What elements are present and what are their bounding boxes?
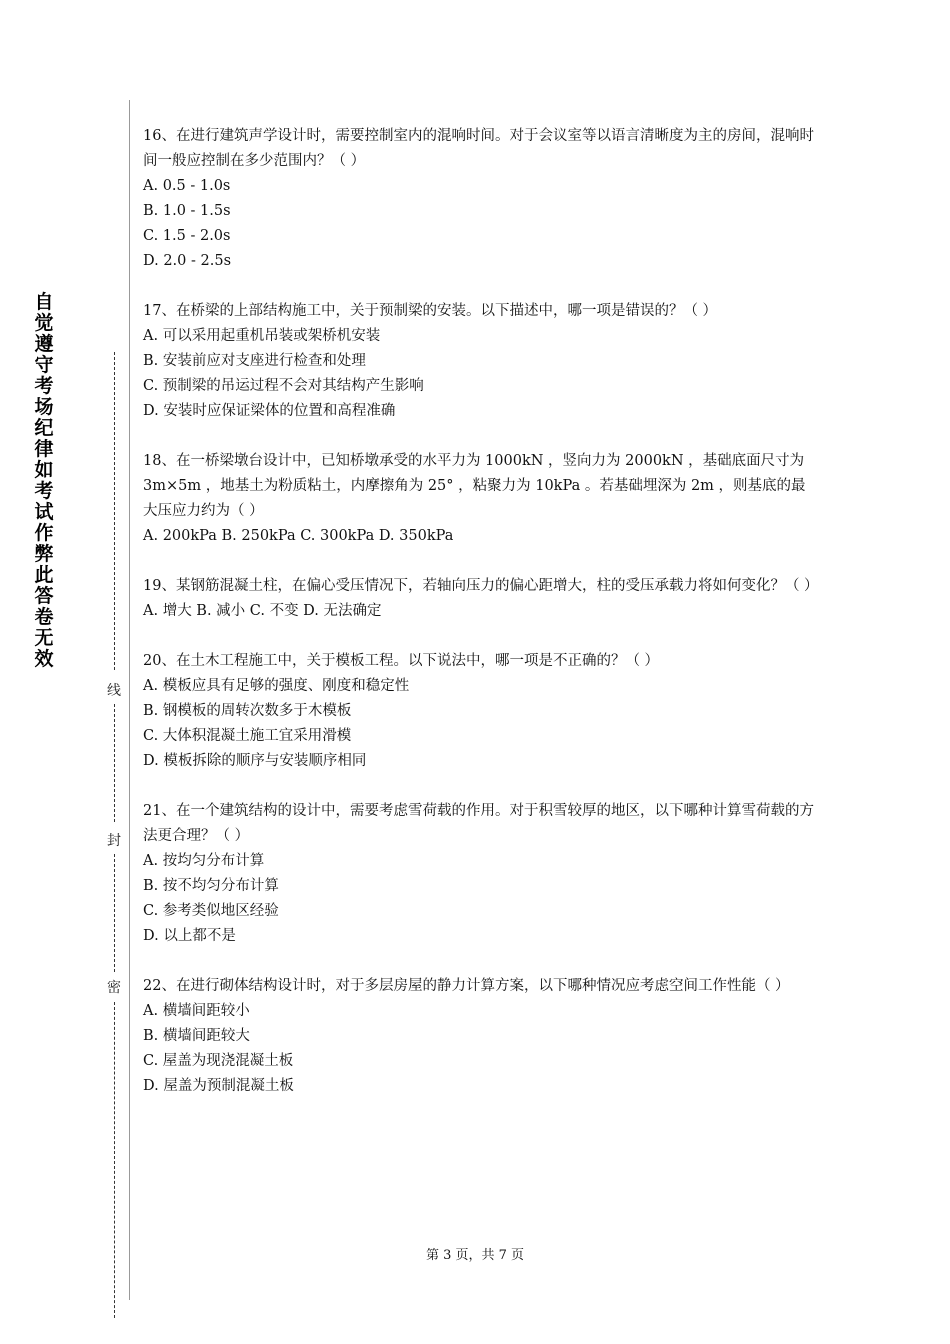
option-line: A. 200kPa B. 250kPa C. 300kPa D. 350kPa (143, 528, 454, 544)
binding-dash-upper-middle (114, 704, 115, 822)
question-17 (143, 299, 818, 424)
option-d: D. 2.0 - 2.5s (143, 253, 232, 269)
option-a: A. 可以采用起重机吊装或架桥机安装 (143, 328, 381, 344)
option-c: C. 屋盖为现浇混凝土板 (143, 1053, 294, 1069)
binding-dash-lower-middle (114, 854, 115, 972)
question-stem: 19、某钢筋混凝土柱，在偏心受压情况下，若轴向压力的偏心距增大，柱的受压承载力将如何变化？（ ） (143, 578, 819, 594)
option-b: B. 横墙间距较大 (143, 1028, 250, 1044)
option-a: A. 按均匀分布计算 (143, 853, 265, 869)
question-stem: 22、在进行砌体结构设计时，对于多层房屋的静力计算方案，以下哪种情况应考虑空间工作性能（ ） (143, 978, 790, 994)
option-b: B. 钢模板的周转次数多于木模板 (143, 703, 352, 719)
option-a: A. 0.5 - 1.0s (143, 178, 231, 194)
question-20 (143, 649, 818, 774)
exam-discipline-notice: 自觉遵守考场纪律如考试作弊此答卷无效 (34, 291, 54, 670)
question-16 (143, 124, 818, 274)
page-number: 第 3 页，共 7 页 (425, 1248, 525, 1263)
margin-line (129, 100, 130, 1300)
question-22 (143, 974, 818, 1099)
option-c: C. 参考类似地区经验 (143, 903, 279, 919)
option-d: D. 安装时应保证梁体的位置和高程准确 (143, 403, 396, 419)
question-21 (143, 799, 818, 949)
option-c: C. 大体积混凝土施工宜采用滑模 (143, 728, 352, 744)
question-stem: 20、在土木工程施工中，关于模板工程。以下说法中，哪一项是不正确的？（ ） (143, 653, 660, 669)
option-d: D. 模板拆除的顺序与安装顺序相同 (143, 753, 367, 769)
option-d: D. 屋盖为预制混凝土板 (143, 1078, 294, 1094)
option-b: B. 按不均匀分布计算 (143, 878, 279, 894)
seal-label-line: 线 (107, 683, 121, 699)
option-b: B. 1.0 - 1.5s (143, 203, 231, 219)
option-c: C. 1.5 - 2.0s (143, 228, 231, 244)
option-b: B. 安装前应对支座进行检查和处理 (143, 353, 366, 369)
option-line: A. 增大 B. 减小 C. 不变 D. 无法确定 (143, 603, 382, 619)
seal-label-dense: 密 (107, 980, 121, 996)
binding-dash-top (114, 352, 115, 670)
question-19 (143, 574, 818, 624)
question-stem: 18、在一桥梁墩台设计中，已知桥墩承受的水平力为 1000kN ，竖向力为 2000kN ，基础底面尺寸为 3m×5m ，地基土为粉质粘土，内摩擦角为 25° ，粘聚力为 10kPa 。若基础埋深为 2m ，则基底的最大压应力约为（ ） (143, 453, 806, 519)
option-c: C. 预制梁的吊运过程不会对其结构产生影响 (143, 378, 424, 394)
binding-dash-bottom (114, 1002, 115, 1318)
question-stem: 21、在一个建筑结构的设计中，需要考虑雪荷载的作用。对于积雪较厚的地区，以下哪种计算雪荷载的方法更合理？（ ） (143, 803, 814, 844)
question-stem: 16、在进行建筑声学设计时，需要控制室内的混响时间。对于会议室等以语言清晰度为主的房间，混响时间一般应控制在多少范围内？（ ） (143, 128, 814, 169)
option-a: A. 横墙间距较小 (143, 1003, 250, 1019)
option-d: D. 以上都不是 (143, 928, 236, 944)
option-a: A. 模板应具有足够的强度、刚度和稳定性 (143, 678, 410, 694)
question-stem: 17、在桥梁的上部结构施工中，关于预制梁的安装。以下描述中，哪一项是错误的？（ ） (143, 303, 718, 319)
question-18 (143, 449, 818, 549)
seal-label-seal: 封 (107, 833, 121, 849)
question-list (143, 124, 818, 1124)
